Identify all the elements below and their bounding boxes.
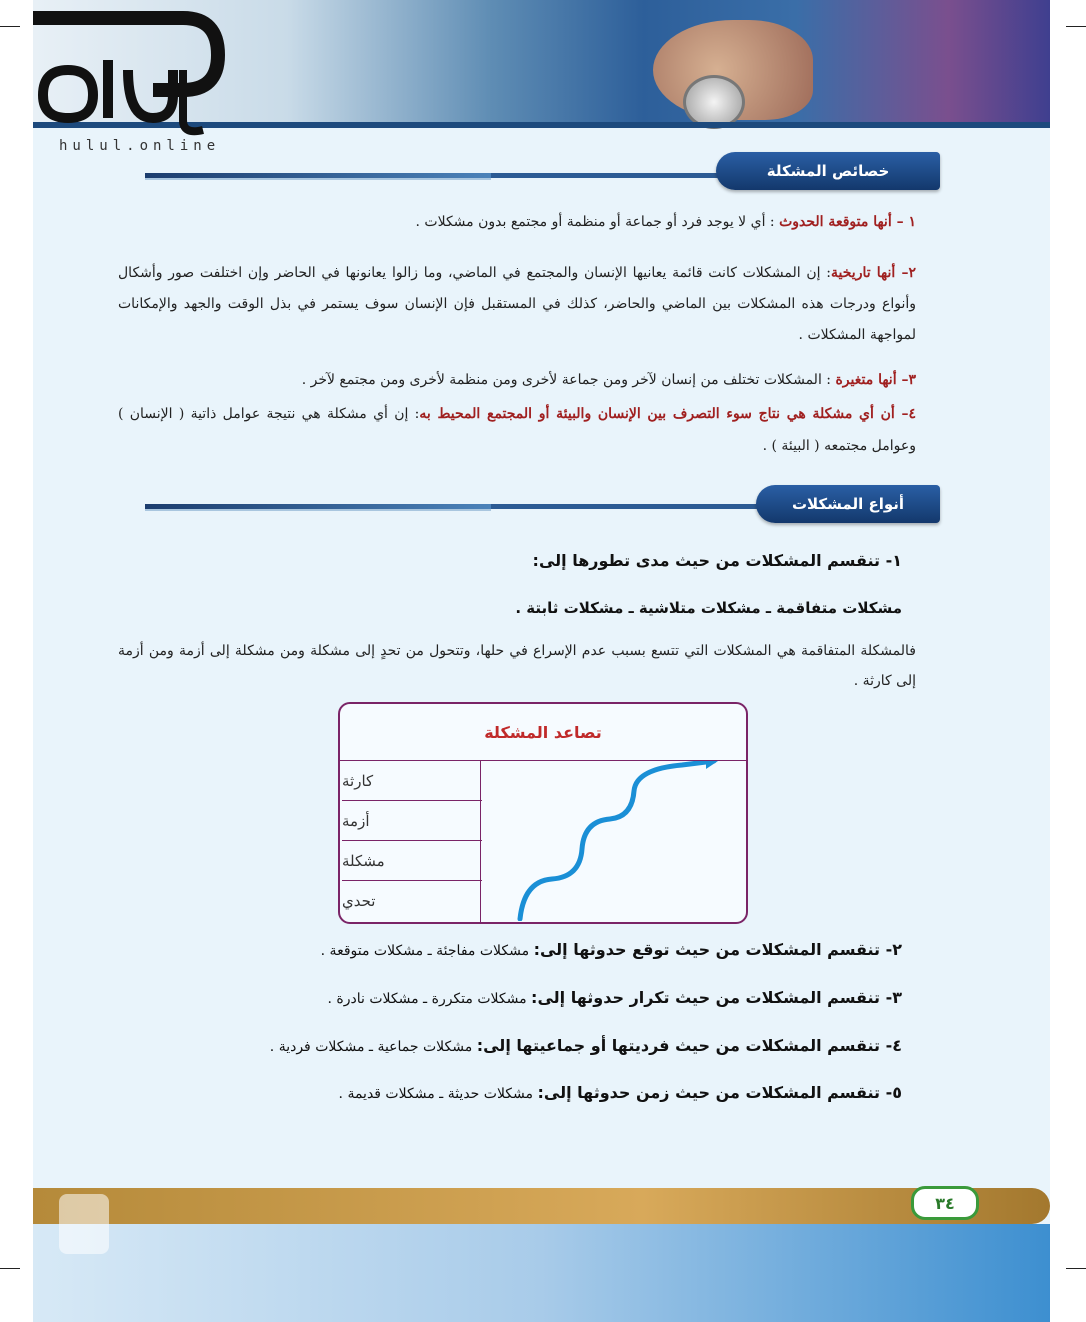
problem-type-2: ٢- تنقسم المشكلات من حيث توقع حدوثها إلى: مشكلات مفاجئة ـ مشكلات متوقعة . — [320, 940, 902, 959]
section-divider — [145, 504, 491, 509]
problem-type-4: ٤- تنقسم المشكلات من حيث فرديتها أو جماعيتها إلى: مشكلات جماعية ـ مشكلات فردية . — [269, 1036, 902, 1055]
footer-emblem-icon — [59, 1194, 109, 1254]
problem-type-3: ٣- تنقسم المشكلات من حيث تكرار حدوثها إلى: مشكلات متكررة ـ مشكلات نادرة . — [327, 988, 902, 1007]
escalation-diagram — [338, 702, 748, 924]
logo-mark-icon — [33, 0, 243, 140]
escalation-line — [520, 761, 714, 919]
characteristic-1: ١ – أنها متوقعة الحدوث : أي لا يوجد فرد أو جماعة أو منظمة أو مجتمع بدون مشكلات . — [415, 214, 916, 230]
arrow-head-icon — [706, 761, 718, 769]
level-crisis: أزمة — [342, 800, 482, 840]
problem-type-1-heading: ١- تنقسم المشكلات من حيث مدى تطورها إلى: — [532, 551, 902, 570]
pocket-watch-image — [683, 75, 745, 129]
footer-band — [33, 1188, 1050, 1224]
crop-mark — [1066, 1268, 1086, 1269]
crop-mark — [0, 26, 20, 27]
level-catastrophe: كارثة — [342, 760, 482, 800]
diagram-title: تصاعد المشكلة — [340, 704, 746, 761]
crop-mark — [1066, 26, 1086, 27]
page-footer — [33, 1188, 1050, 1322]
page-number: ٣٤ — [911, 1186, 979, 1220]
section-divider — [145, 173, 491, 178]
problem-type-5: ٥- تنقسم المشكلات من حيث زمن حدوثها إلى: مشكلات حديثة ـ مشكلات قديمة . — [338, 1083, 902, 1102]
section-divider — [491, 173, 721, 178]
characteristic-2: ٢– أنها تاريخية: إن المشكلات كانت قائمة يعانيها الإنسان والمجتمع في الماضي، وما زالوا يعانونها في الحاضر وإن اختلفت صور وأشكال وأنواع ودرجات هذه المشكلات بين الماضي والحاضر، كذلك في المستقبل فإن الإنسان سوف يستمر في بذل الوقت والجهد والإمكانات لمواجهة المشكلات . — [118, 265, 917, 343]
characteristic-3: ٣– أنها متغيرة : المشكلات تختلف من إنسان لآخر ومن جماعة لأخرى ومن منظمة لأخرى ومن مجتمع لآخر . — [301, 372, 916, 388]
section-title-types: أنواع المشكلات — [756, 485, 940, 523]
site-logo[interactable] — [33, 0, 243, 160]
level-problem: مشكلة — [342, 840, 482, 880]
section-divider — [491, 504, 761, 509]
footer-background — [33, 1224, 1050, 1322]
problem-type-1-description: فالمشكلة المتفاقمة هي المشكلات التي تتسع بسبب عدم الإسراع في حلها، وتتحول من تحدٍ إلى مشكلة ومن مشكلة إلى أزمة ومن أزمة إلى كارثة . — [118, 643, 916, 689]
problem-type-1-subtypes: مشكلات متفاقمة ـ مشكلات متلاشية ـ مشكلات ثابتة . — [515, 599, 902, 617]
section-title-characteristics: خصائص المشكلة — [716, 152, 940, 190]
escalation-curve — [482, 761, 744, 921]
level-challenge: تحدي — [342, 880, 482, 920]
characteristic-4: ٤– أن أي مشكلة هي نتاج سوء التصرف بين الإنسان والبيئة أو المجتمع المحيط به: إن أي مشكلة هي نتيجة عوامل ذاتية ( الإنسان ) وعوامل مجتمعه ( البيئة ) . — [118, 406, 916, 454]
logo-url: hulul.online — [59, 138, 221, 154]
textbook-page — [33, 0, 1050, 1322]
crop-mark — [0, 1268, 20, 1269]
